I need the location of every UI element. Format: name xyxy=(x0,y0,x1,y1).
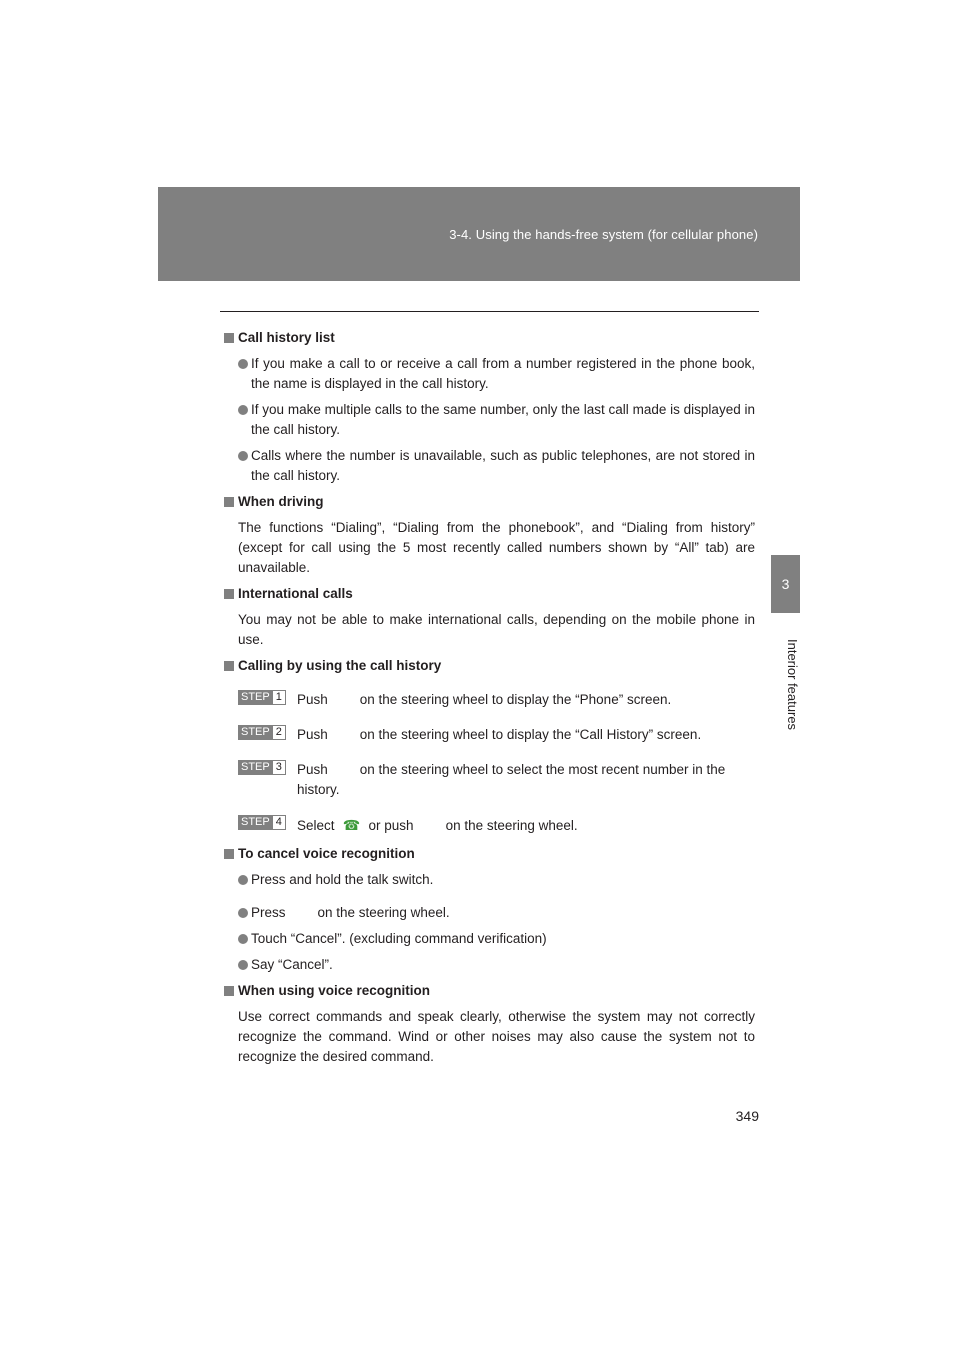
section-heading-international: International calls xyxy=(224,584,755,604)
section-heading-cancel-voice: To cancel voice recognition xyxy=(224,844,755,864)
circle-bullet-icon xyxy=(238,934,248,944)
list-item: Say “Cancel”. xyxy=(224,955,755,975)
square-bullet-icon xyxy=(224,497,234,507)
step-badge: STEP 1 xyxy=(238,690,286,705)
chapter-title: 3-4. Using the hands-free system (for cellular phone) xyxy=(449,227,758,242)
step-badge: STEP 4 xyxy=(238,815,286,830)
step-1: STEP 1 Push on the steering wheel to display the “Phone” screen. xyxy=(224,690,755,710)
chapter-header xyxy=(158,187,800,281)
step-4: STEP 4 Select ☎ or push on the steering wheel. xyxy=(224,815,755,836)
step-2: STEP 2 Push on the steering wheel to display the “Call History” screen. xyxy=(224,725,755,745)
step-badge: STEP 3 xyxy=(238,760,286,775)
circle-bullet-icon xyxy=(238,451,248,461)
square-bullet-icon xyxy=(224,849,234,859)
square-bullet-icon xyxy=(224,661,234,671)
circle-bullet-icon xyxy=(238,405,248,415)
list-item: Calls where the number is unavailable, such as public telephones, are not stored in the call history. xyxy=(224,446,755,486)
paragraph: The functions “Dialing”, “Dialing from the phonebook”, and “Dialing from history” (except for call using the 5 most recently called numbers shown by “All” tab) are unavailable. xyxy=(238,520,755,575)
list-item: Touch “Cancel”. (excluding command verification) xyxy=(224,929,755,949)
section-heading-when-driving: When driving xyxy=(224,492,755,512)
list-item: If you make a call to or receive a call from a number registered in the phone book, the name is displayed in the call history. xyxy=(224,354,755,394)
chapter-label: Interior features xyxy=(785,639,800,731)
square-bullet-icon xyxy=(224,986,234,996)
top-rule xyxy=(220,311,759,312)
circle-bullet-icon xyxy=(238,359,248,369)
chapter-number-box: 3 xyxy=(771,555,800,613)
section-heading-calling-history: Calling by using the call history xyxy=(224,656,755,676)
paragraph: Use correct commands and speak clearly, otherwise the system may not correctly recognize the command. Wind or other noises may also cause the system not to recognize the desired command. xyxy=(238,1009,755,1064)
section-heading-using-voice: When using voice recognition xyxy=(224,981,755,1001)
circle-bullet-icon xyxy=(238,875,248,885)
square-bullet-icon xyxy=(224,333,234,343)
step-badge: STEP 2 xyxy=(238,725,286,740)
phone-handset-icon: ☎ xyxy=(342,817,361,833)
paragraph: You may not be able to make international calls, depending on the mobile phone in use. xyxy=(238,612,755,647)
section-heading-call-history: Call history list xyxy=(224,328,755,348)
square-bullet-icon xyxy=(224,589,234,599)
list-item: Press on the steering wheel. xyxy=(224,903,755,923)
list-item: Press and hold the talk switch. xyxy=(224,870,755,890)
circle-bullet-icon xyxy=(238,908,248,918)
step-3: STEP 3 Push on the steering wheel to select the most recent number in the history. xyxy=(224,760,755,800)
list-item: If you make multiple calls to the same number, only the last call made is displayed in the call history. xyxy=(224,400,755,440)
page-content xyxy=(224,328,755,1073)
page-number: 349 xyxy=(735,1108,759,1124)
circle-bullet-icon xyxy=(238,960,248,970)
